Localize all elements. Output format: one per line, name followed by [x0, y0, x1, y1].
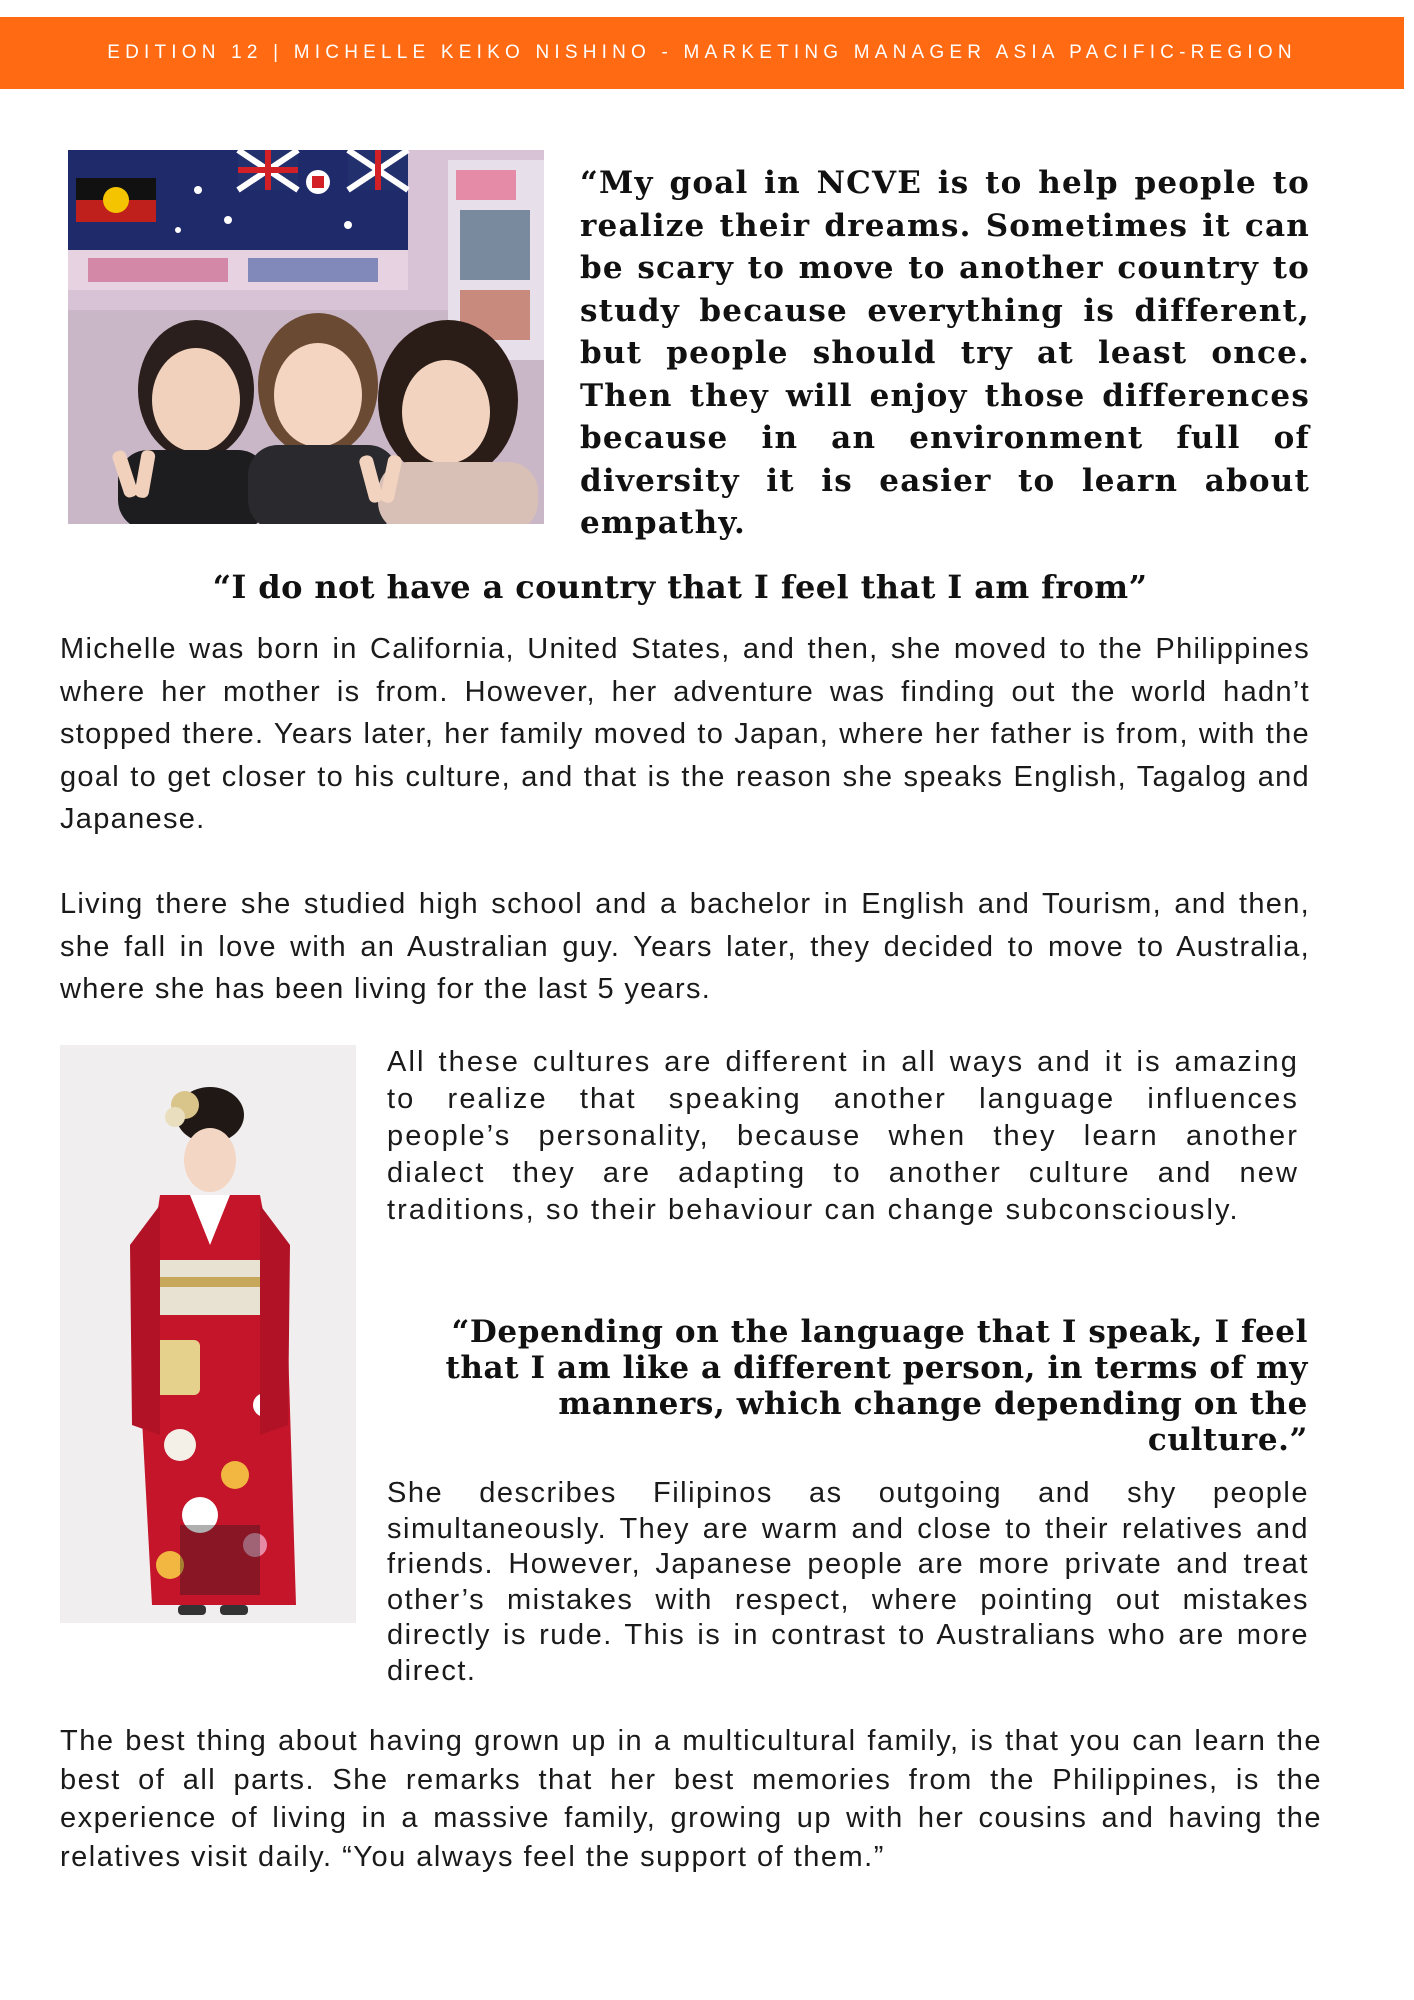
intro-quote: “My goal in NCVE is to help people to realize their dreams. Sometimes it can be scary to move to another country to study because everything is different, but people should try at least once. Then they will enjoy those differences because in an environment full of diversity it is easier to learn about empathy.	[580, 165, 1310, 541]
edition-header-bar	[0, 17, 1404, 89]
paragraph-filipinos: She describes Filipinos as outgoing and shy people simultaneously. They are warm and close to their relatives and friends. However, Japanese people are more private and treat other’s mistakes with respect, where pointing out mistakes directly is rude. This is in contrast to Australians who are more direct.	[387, 1477, 1309, 1687]
group-selfie-photo	[68, 150, 544, 524]
edition-header-text: EDITION 12 | MICHELLE KEIKO NISHINO - MARKETING MANAGER ASIA PACIFIC-REGION	[107, 42, 1297, 63]
kimono-portrait-photo	[60, 1045, 356, 1623]
paragraph-multicultural-family: The best thing about having grown up in a multicultural family, is that you can learn the best of all parts. She remarks that her best memories from the Philippines, is the experience of living in a massive family, growing up with her cousins and having the relatives visit daily. “You always feel the support of them.”	[60, 1725, 1322, 1873]
pull-quote: “Depending on the language that I speak, I feel that I am like a different person, in terms of my manners, which change depending on the culture.”	[445, 1314, 1308, 1458]
kimono-portrait-photo-icon	[60, 1045, 356, 1623]
group-selfie-photo-icon	[68, 150, 544, 524]
paragraph-cultures: All these cultures are different in all ways and it is amazing to realize that speaking another language influences people’s personality, because when they learn another dialect they are adapting to another culture and new traditions, so their behaviour can change subconsciously.	[387, 1046, 1299, 1226]
paragraph-australia: Living there she studied high school and a bachelor in English and Tourism, and then, she fall in love with an Australian guy. Years later, they decided to move to Australia, where she has been living for the last 5 years.	[60, 888, 1310, 1005]
paragraph-background: Michelle was born in California, United States, and then, she moved to the Philippines where her mother is from. However, her adventure was finding out the world hadn’t stopped there. Years later, her family moved to Japan, where her father is from, with the goal to get closer to his culture, and that is the reason she speaks English, Tagalog and Japanese.	[60, 633, 1310, 835]
section-subheading: “I do not have a country that I feel that I am from”	[212, 568, 1148, 606]
